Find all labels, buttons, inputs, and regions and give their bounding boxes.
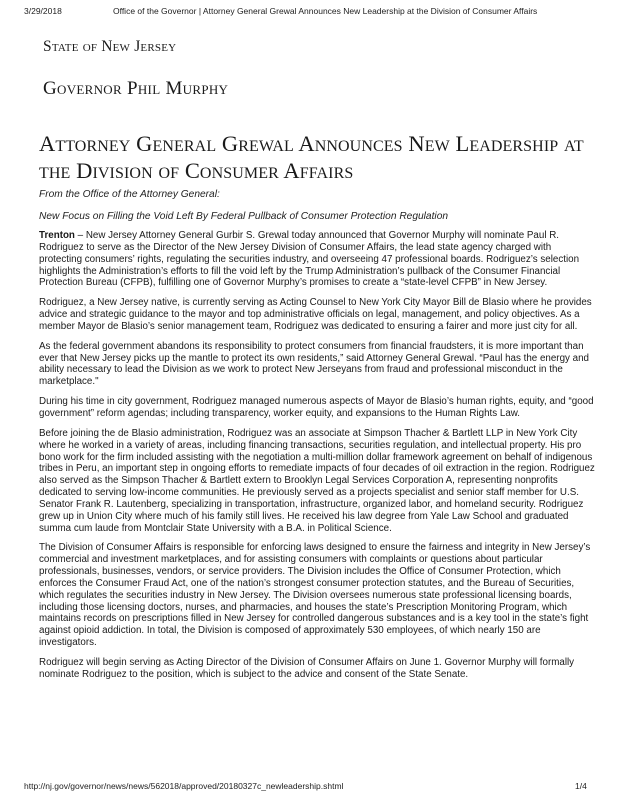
paragraph-grewal-quote: As the federal government abandons its responsibility to protect consumers from financial fraudsters, it is more important than ever that New Jersey picks up the mantle to protect its own residents,” said Attorney General Grewal. “Paul has the energy and ability necessary to lead the Division as we work to protect New Jerseyans from fraud and professional misconduct in the marketplace." bbox=[39, 340, 589, 388]
article-source: From the Office of the Attorney General: bbox=[39, 189, 220, 200]
article-body bbox=[39, 230, 595, 689]
print-footer-url: http://nj.gov/governor/news/news/562018/approved/20180327c_newleadership.shtml bbox=[24, 781, 344, 791]
dateline: Trenton bbox=[39, 230, 75, 241]
state-of-new-jersey-link[interactable]: State of New Jersey bbox=[43, 38, 177, 55]
paragraph-rodriguez-background: Rodriguez, a New Jersey native, is currently serving as Acting Counsel to New York City Mayor Bill de Blasio where he provides advice and strategic guidance to the mayor and top administrative officials on legal, management, and policy objectives. As a member Mayor de Blasio’s senior management team, Rodriguez was dedicated to ensuring a fairer and more just city for all. bbox=[39, 297, 592, 332]
lead-paragraph bbox=[39, 230, 595, 289]
governor-phil-murphy-link[interactable]: Governor Phil Murphy bbox=[43, 78, 229, 99]
paragraph-city-government: During his time in city government, Rodriguez managed numerous aspects of Mayor de Blasio’s human rights, equity, and “good government” reform agendas; including transparency, worker equity, and expansions to the Human Rights Law. bbox=[39, 396, 594, 419]
paragraph-career: Before joining the de Blasio administration, Rodriguez was an associate at Simpson Thacher & Bartlett LLP in New York City where he worked in a variety of areas, including financing transactions, securities regulation, and intellectual property. His pro bono work for the firm included assisting with the negotiation a multi-million dollar framework agreement on behalf of indigenous tribes in Peru, an important step in ongoing efforts to remediate impacts of four decades of oil extraction in the region. Rodriguez also served as the Simpson Thacher & Bartlett extern to Brooklyn Legal Services Corporation A, representing nonprofits dedicated to serving low-income communities. He previously served as a projects specialist and senior staff member for U.S. Senator Frank R. Lautenberg, specializing in transportation, infrastructure, organized labor, and homeland security. Rodriguez grew up in Union City where much of his family still lives. He received his law degree from Yale Law School and graduated summa cum laude from Montclair State University with a B.A. in Political Science. bbox=[39, 427, 595, 534]
paragraph-division-description: The Division of Consumer Affairs is responsible for enforcing laws designed to ensure the fairness and integrity in New Jersey’s commercial and investment marketplaces, and for assisting consumers with complaints or questions about particular professionals, businesses, vendors, or service providers. The Division includes the Office of Consumer Protection, which enforces the Consumer Fraud Act, one of the nation’s strongest consumer protection statutes, and the Bureau of Securities, which regulates the securities industry in New Jersey. The Division oversees numerous state professional licensing boards, including those licensing doctors, nurses, and pharmacies, and houses the state’s Prescription Monitoring Program, which maintains records on prescriptions filled in New Jersey for controlled dangerous substances and is a key tool in the state’s fight against opioid addiction. In total, the Division is composed of approximately 530 employees, of which nearly 150 are investigators. bbox=[39, 542, 591, 649]
lead-text: – New Jersey Attorney General Gurbir S. Grewal today announced that Governor Murphy will nominate Paul R. Rodriguez to serve as the Director of the New Jersey Division of Consumer Affairs, the lead state agency charged with protecting consumers’ rights, regulating the securities industry, and overseeing 47 professional boards. Rodriguez’s selection highlights the Administration’s efforts to fill the void left by the Trump Administration’s pullback of the Consumer Financial Protection Bureau (CFPB), fulfilling one of Governor Murphy’s promises to create a “state-level CFPB” in New Jersey. bbox=[39, 230, 580, 289]
print-footer-page-number: 1/4 bbox=[575, 781, 587, 791]
article-title: Attorney General Grewal Announces New Leadership at the Division of Consumer Affairs bbox=[39, 131, 584, 183]
print-header-date: 3/29/2018 bbox=[24, 6, 62, 16]
print-header-title: Office of the Governor | Attorney General Grewal Announces New Leadership at the Division of Consumer Affairs bbox=[113, 6, 538, 16]
article-subtitle: New Focus on Filling the Void Left By Federal Pullback of Consumer Protection Regulation bbox=[39, 211, 449, 222]
paragraph-start-date: Rodriguez will begin serving as Acting Director of the Division of Consumer Affairs on June 1. Governor Murphy will formally nominate Rodriguez to the position, which is subject to the advice and consent of the State Senate. bbox=[39, 657, 575, 680]
